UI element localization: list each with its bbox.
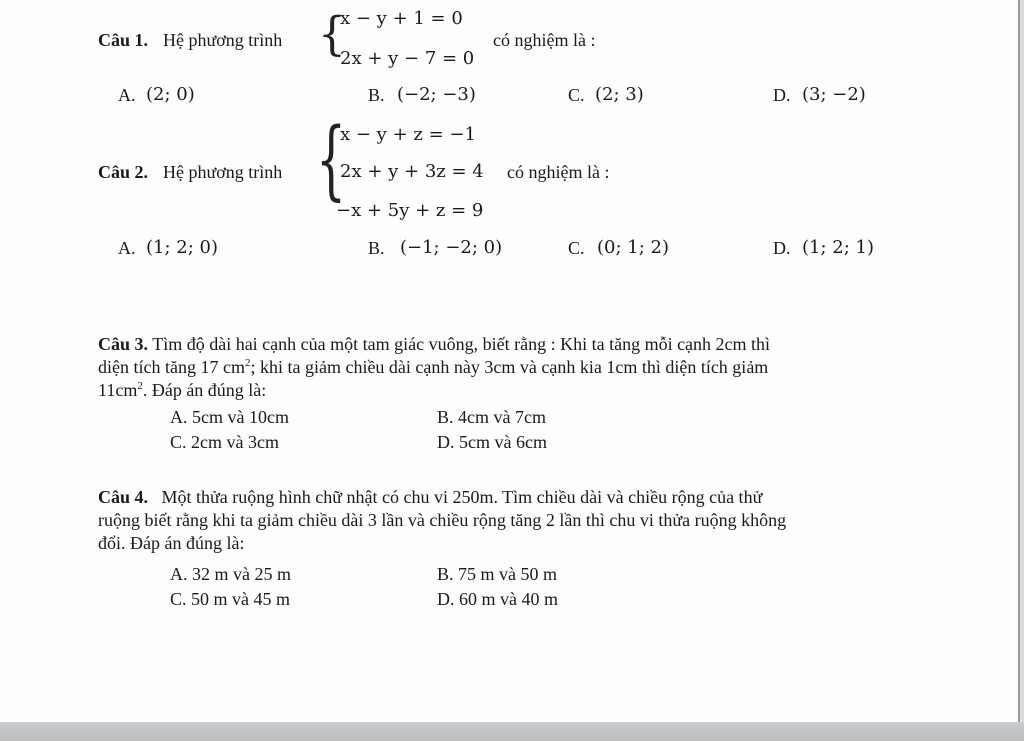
q2-option-c-value: (0; 1; 2) bbox=[597, 237, 669, 258]
q3-option-c: C. 2cm và 3cm bbox=[170, 432, 279, 452]
q3-text-line-2a: diện tích tăng 17 cm bbox=[98, 357, 245, 377]
q2-equation-2: 2x + y + 3z = 4 bbox=[340, 161, 484, 182]
q2-option-a-letter: A. bbox=[118, 238, 136, 258]
q1-option-d-letter: D. bbox=[773, 85, 791, 105]
q1-label: Câu 1. bbox=[98, 30, 149, 50]
q4-option-a: A. 32 m và 25 m bbox=[170, 564, 291, 584]
q3-option-b: B. 4cm và 7cm bbox=[437, 407, 546, 427]
q4-option-b: B. 75 m và 50 m bbox=[437, 564, 557, 584]
q3-sup-1: 2 bbox=[244, 357, 251, 369]
q3-text-line-1: Tìm độ dài hai cạnh của một tam giác vuông, biết rằng : Khi ta tăng mỗi cạnh 2cm thì bbox=[152, 334, 771, 354]
q2-option-a-value: (1; 2; 0) bbox=[146, 237, 218, 258]
q1-option-b-value: (−2; −3) bbox=[397, 84, 476, 105]
q1-brace: { bbox=[318, 7, 346, 62]
q3-option-a: A. 5cm và 10cm bbox=[170, 407, 289, 427]
q2-label: Câu 2. bbox=[98, 162, 149, 182]
q2-equation-3: −x + 5y + z = 9 bbox=[336, 200, 484, 221]
q2-brace: { bbox=[316, 110, 347, 210]
q3-paragraph bbox=[98, 333, 958, 402]
q1-lead: Hệ phương trình bbox=[163, 30, 283, 50]
viewer-bottom-bar bbox=[0, 722, 1024, 741]
q3-text-line-2b: ; khi ta giảm chiều dài cạnh này 3cm và cạnh kia 1cm thì diện tích giảm bbox=[250, 357, 769, 377]
q3-option-d: D. 5cm và 6cm bbox=[437, 432, 547, 452]
q4-text-line-2: ruộng biết rằng khi ta giảm chiều dài 3 lần và chiều rộng tăng 2 lần thì chu vi thửa ruộng không bbox=[98, 510, 787, 530]
q1-option-a-letter: A. bbox=[118, 85, 136, 105]
q1-option-a-value: (2; 0) bbox=[146, 84, 195, 105]
q1-tail: có nghiệm là : bbox=[493, 30, 596, 50]
q2-tail: có nghiệm là : bbox=[507, 162, 610, 182]
q3-label: Câu 3. bbox=[98, 334, 149, 354]
q2-option-d-letter: D. bbox=[773, 238, 791, 258]
q2-option-c-letter: C. bbox=[568, 238, 585, 258]
q4-paragraph bbox=[98, 486, 958, 555]
q1-equation-1: x − y + 1 = 0 bbox=[340, 8, 463, 29]
q1-equation-2: 2x + y − 7 = 0 bbox=[340, 48, 475, 69]
q2-equation-1: x − y + z = −1 bbox=[340, 124, 476, 145]
q3-sup-2: 2 bbox=[137, 380, 143, 392]
q4-text-line-1: Một thửa ruộng hình chữ nhật có chu vi 250m. Tìm chiều dài và chiều rộng của thử bbox=[161, 487, 763, 507]
q2-option-b-letter: B. bbox=[368, 238, 385, 258]
q4-option-c: C. 50 m và 45 m bbox=[170, 589, 290, 609]
q2-option-b-value: (−1; −2; 0) bbox=[400, 237, 503, 258]
q4-text-line-3: đổi. Đáp án đúng là: bbox=[98, 533, 245, 553]
q1-option-c-letter: C. bbox=[568, 85, 585, 105]
q2-option-d-value: (1; 2; 1) bbox=[802, 237, 874, 258]
q4-option-d: D. 60 m và 40 m bbox=[437, 589, 558, 609]
q4-label: Câu 4. bbox=[98, 487, 149, 507]
q1-option-b-letter: B. bbox=[368, 85, 385, 105]
q2-lead: Hệ phương trình bbox=[163, 162, 283, 182]
q1-option-d-value: (3; −2) bbox=[802, 84, 866, 105]
q1-option-c-value: (2; 3) bbox=[595, 84, 644, 105]
q3-text-line-3b: . Đáp án đúng là: bbox=[142, 380, 267, 400]
q3-text-line-3a: 11cm bbox=[98, 380, 138, 400]
